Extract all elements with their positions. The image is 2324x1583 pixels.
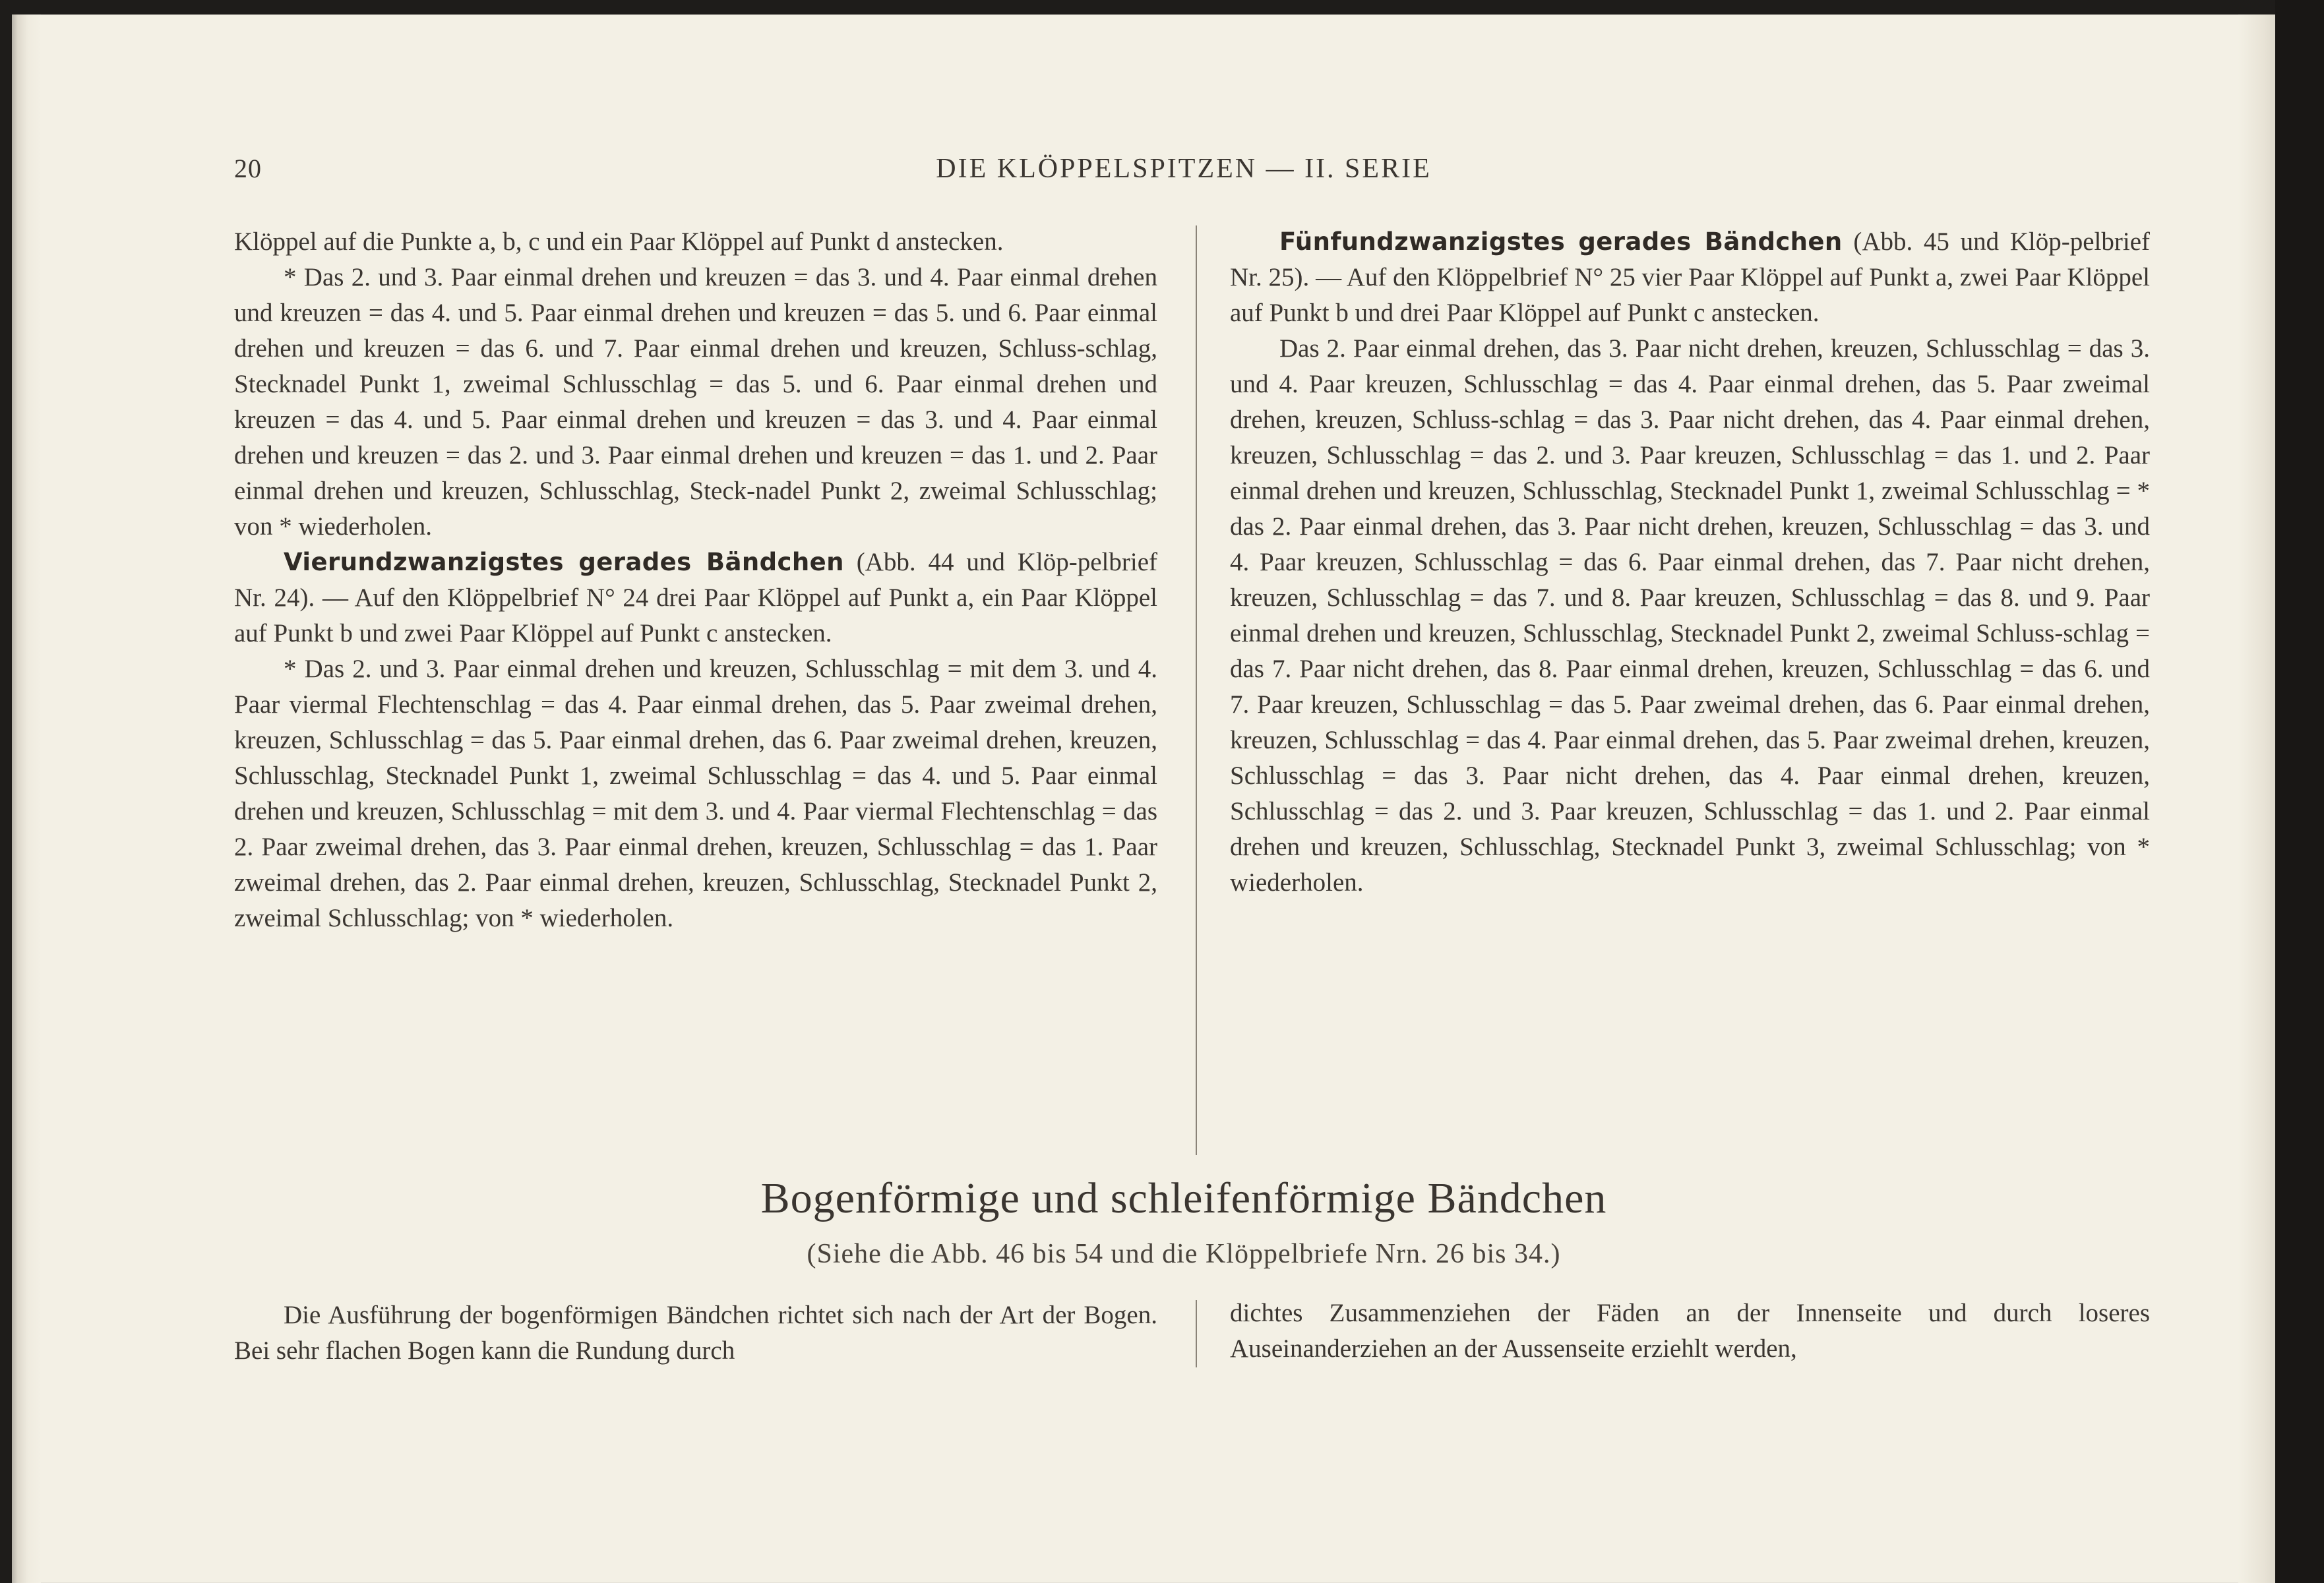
paragraph: * Das 2. und 3. Paar einmal drehen und kreuzen, Schlusschlag = mit dem 3. und 4. Paar viermal Flechtenschlag = das 4. Paar einmal drehen, das 5. Paar zweimal drehen, kreuzen, Schlusschlag = das 5. Paar einmal drehen, das 6. Paar zweimal drehen, kreuzen, Schlusschlag, Stecknadel Punkt 1, zweimal Schlusschlag = das 4. und 5. Paar einmal drehen und kreuzen, Schlusschlag = mit dem 3. und 4. Paar viermal Flechtenschlag = das 2. Paar zweimal drehen, das 3. Paar einmal drehen, kreuzen, Schlusschlag = das 1. Paar zweimal drehen, das 2. Paar einmal drehen, kreuzen, Schlusschlag, Stecknadel Punkt 2, zweimal Schlusschlag; von * wiederholen. <box>234 655 1157 932</box>
right-column-bottom <box>1230 1296 2150 1367</box>
paragraph-text: (Abb. 44 und Klöp-pelbrief Nr. 24). — Auf den Klöppelbrief N° 24 drei Paar Klöppel auf Punkt a, ein Paar Klöppel auf Punkt b und zwei Paar Klöppel auf Punkt c anstecken. <box>234 548 1157 647</box>
paragraph <box>234 545 1157 651</box>
inline-heading: Fünfundzwanzigstes gerades Bändchen <box>1279 227 1843 256</box>
running-title: DIE KLÖPPELSPITZEN — II. SERIE <box>936 154 1432 184</box>
column-divider <box>1196 225 1197 1155</box>
paragraph: Klöppel auf die Punkte a, b, c und ein Paar Klöppel auf Punkt d anstecken. <box>234 227 1004 256</box>
left-column-bottom <box>234 1298 1157 1369</box>
page-number: 20 <box>234 154 262 183</box>
section-title: Bogenförmige und schleifenförmige Bändchen <box>760 1174 1607 1222</box>
paragraph: Das 2. Paar einmal drehen, das 3. Paar nicht drehen, kreuzen, Schlusschlag = das 3. und 4. Paar kreuzen, Schlusschlag = das 4. Paar einmal drehen, das 5. Paar zweimal drehen, kreuzen, Schluss-schlag = das 3. Paar nicht drehen, das 4. Paar einmal drehen, kreuzen, Schlusschlag = das 2. und 3. Paar kreuzen, Schlusschlag = das 1. und 2. Paar einmal drehen und kreuzen, Schlusschlag, Stecknadel Punkt 1, zweimal Schlusschlag = * das 2. Paar einmal drehen, das 3. Paar nicht drehen, kreuzen, Schlusschlag = das 3. und 4. Paar kreuzen, Schlusschlag = das 6. Paar einmal drehen, das 7. Paar nicht drehen, kreuzen, Schlusschlag = das 7. und 8. Paar kreuzen, Schlusschlag = das 8. und 9. Paar einmal drehen und kreuzen, Schlusschlag, Stecknadel Punkt 2, zweimal Schluss-schlag = das 7. Paar nicht drehen, das 8. Paar einmal drehen, kreuzen, Schlusschlag = das 6. und 7. Paar kreuzen, Schlusschlag = das 5. Paar zweimal drehen, das 6. Paar einmal drehen, kreuzen, Schlusschlag = das 4. Paar einmal drehen, das 5. Paar zweimal drehen, kreuzen, Schlusschlag = das 3. Paar nicht drehen, das 4. Paar einmal drehen, kreuzen, Schlusschlag = das 2. und 3. Paar kreuzen, Schlusschlag = das 1. und 2. Paar einmal drehen und kreuzen, Schlusschlag, Stecknadel Punkt 3, zweimal Schlusschlag; von * wiederholen. <box>1230 334 2150 897</box>
paragraph: Die Ausführung der bogenförmigen Bändchen richtet sich nach der Art der Bogen. Bei sehr flachen Bogen kann die Rundung durch <box>234 1301 1157 1365</box>
section-subtitle: (Siehe die Abb. 46 bis 54 und die Klöppelbriefe Nrn. 26 bis 34.) <box>807 1239 1561 1269</box>
page-gutter-shadow <box>12 15 41 1583</box>
paragraph <box>1230 224 2150 331</box>
paragraph: dichtes Zusammenziehen der Fäden an der Innenseite und durch loseres Auseinanderziehen an der Aussenseite erziehlt werden, <box>1230 1299 2150 1363</box>
inline-heading: Vierundzwanzigstes gerades Bändchen <box>284 548 844 576</box>
left-column-top <box>234 224 1157 936</box>
scan-background-edge <box>2275 0 2324 1583</box>
paragraph-text: (Abb. 45 und Klöp-pelbrief Nr. 25). — Auf den Klöppelbrief N° 25 vier Paar Klöppel auf Punkt a, zwei Paar Klöppel auf Punkt b und drei Paar Klöppel auf Punkt c anstecken. <box>1230 227 2150 327</box>
right-column-top <box>1230 224 2150 901</box>
paragraph: * Das 2. und 3. Paar einmal drehen und kreuzen = das 3. und 4. Paar einmal drehen und kreuzen = das 4. und 5. Paar einmal drehen und kreuzen = das 5. und 6. Paar einmal drehen und kreuzen = das 6. und 7. Paar einmal drehen und kreuzen, Schluss-schlag, Stecknadel Punkt 1, zweimal Schlusschlag = das 5. und 6. Paar einmal drehen und kreuzen = das 4. und 5. Paar einmal drehen und kreuzen = das 3. und 4. Paar einmal drehen und kreuzen = das 2. und 3. Paar einmal drehen und kreuzen = das 1. und 2. Paar einmal drehen und kreuzen, Schlusschlag, Steck-nadel Punkt 2, zweimal Schlusschlag; von * wiederholen. <box>234 263 1157 541</box>
column-divider <box>1196 1300 1197 1367</box>
page-header <box>234 153 2133 206</box>
